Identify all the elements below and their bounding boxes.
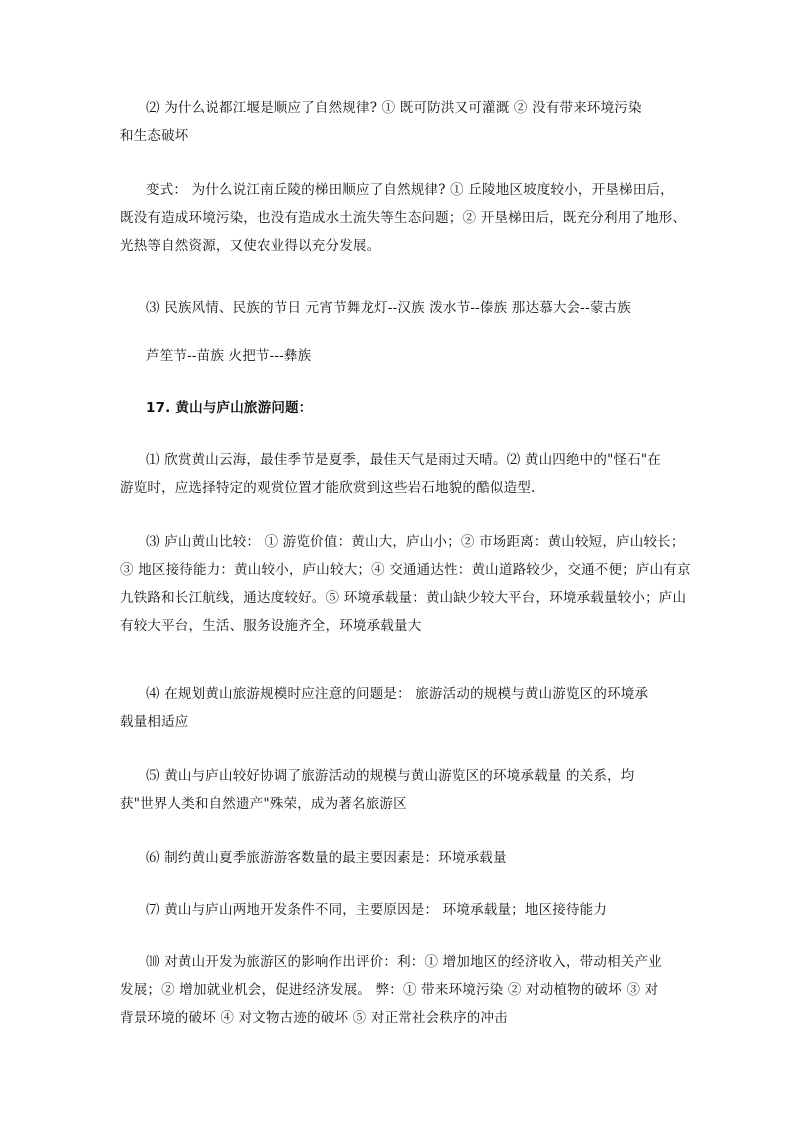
paragraph-variant-terraces xyxy=(120,176,690,260)
text-line: ③ 地区接待能力：黄山较小，庐山较大；④ 交通通达性：黄山道路较少，交通不便；庐山有京 xyxy=(120,562,691,578)
text-line: ⑴ 欣赏黄山云海，最佳季节是夏季，最佳天气是雨过天晴。⑵ 黄山四绝中的"怪石"在 xyxy=(146,452,662,468)
text-line: 获"世界人类和自然遗产"殊荣，成为著名旅游区 xyxy=(120,796,407,812)
text-line: ⑷ 在规划黄山旅游规模时应注意的问题是： 旅游活动的规模与黄山游览区的环境承 xyxy=(146,686,649,702)
text-line: 既没有造成环境污染，也没有造成水土流失等生态问题；② 开垦梯田后，既充分利用了地形、 xyxy=(120,210,687,226)
section-heading-17 xyxy=(120,394,690,422)
text-line: 变式： 为什么说江南丘陵的梯田顺应了自然规律? ① 丘陵地区坡度较小，开垦梯田后， xyxy=(146,182,674,198)
paragraph-ethnic-festivals-cont xyxy=(120,342,690,370)
text-line: 游览时，应选择特定的观赏位置才能欣赏到这些岩石地貌的酷似造型. xyxy=(120,480,536,496)
text-line: ⑽ 对黄山开发为旅游区的影响作出评价：利：① 增加地区的经济收入，带动相关产业 xyxy=(146,954,662,970)
paragraph-planning xyxy=(120,680,690,736)
text-line: ⑸ 黄山与庐山较好协调了旅游活动的规模与黄山游览区的环境承载量 的关系，均 xyxy=(146,768,635,784)
text-line: 光热等自然资源，又使农业得以充分发展。 xyxy=(120,238,381,254)
paragraph-dujiangyan xyxy=(120,94,690,150)
paragraph-constraint xyxy=(120,844,690,872)
text-line: ⑹ 制约黄山夏季旅游游客数量的最主要因素是：环境承载量 xyxy=(146,850,507,866)
text-line: 发展；② 增加就业机会，促进经济发展。 弊：① 带来环境污染 ② 对动植物的破坏 ③ 对 xyxy=(120,982,659,998)
paragraph-huangshan-clouds xyxy=(120,446,690,502)
paragraph-evaluation xyxy=(120,948,690,1032)
text-line: ⑶ 庐山黄山比较： ① 游览价值：黄山大，庐山小；② 市场距离：黄山较短，庐山较长； xyxy=(146,534,685,550)
text-line: 背景环境的破坏 ④ 对文物古迹的破坏 ⑤ 对正常社会秩序的冲击 xyxy=(120,1010,508,1026)
text-line: 和生态破坏 xyxy=(120,128,189,144)
text-line: 芦笙节--苗族 火把节---彝族 xyxy=(146,348,312,364)
paragraph-heritage xyxy=(120,762,690,818)
text-line: ⑶ 民族风情、民族的节日 元宵节舞龙灯--汉族 泼水节--傣族 那达慕大会--蒙古族 xyxy=(146,300,631,316)
text-line: 九铁路和长江航线，通达度较好。⑤ 环境承载量：黄山缺少较大平台，环境承载量较小；庐山 xyxy=(120,590,687,606)
paragraph-comparison xyxy=(120,528,690,640)
paragraph-conditions xyxy=(120,896,690,924)
text-line: 载量相适应 xyxy=(120,714,189,730)
heading-text: 17. 黄山与庐山旅游问题： xyxy=(146,400,313,416)
paragraph-ethnic-festivals xyxy=(120,294,690,322)
text-line: 有较大平台，生活、服务设施齐全，环境承载量大 xyxy=(120,618,422,634)
text-line: ⑺ 黄山与庐山两地开发条件不同，主要原因是： 环境承载量；地区接待能力 xyxy=(146,902,608,918)
text-line: ⑵ 为什么说都江堰是顺应了自然规律? ① 既可防洪又可灌溉 ② 没有带来环境污染 xyxy=(146,100,642,116)
